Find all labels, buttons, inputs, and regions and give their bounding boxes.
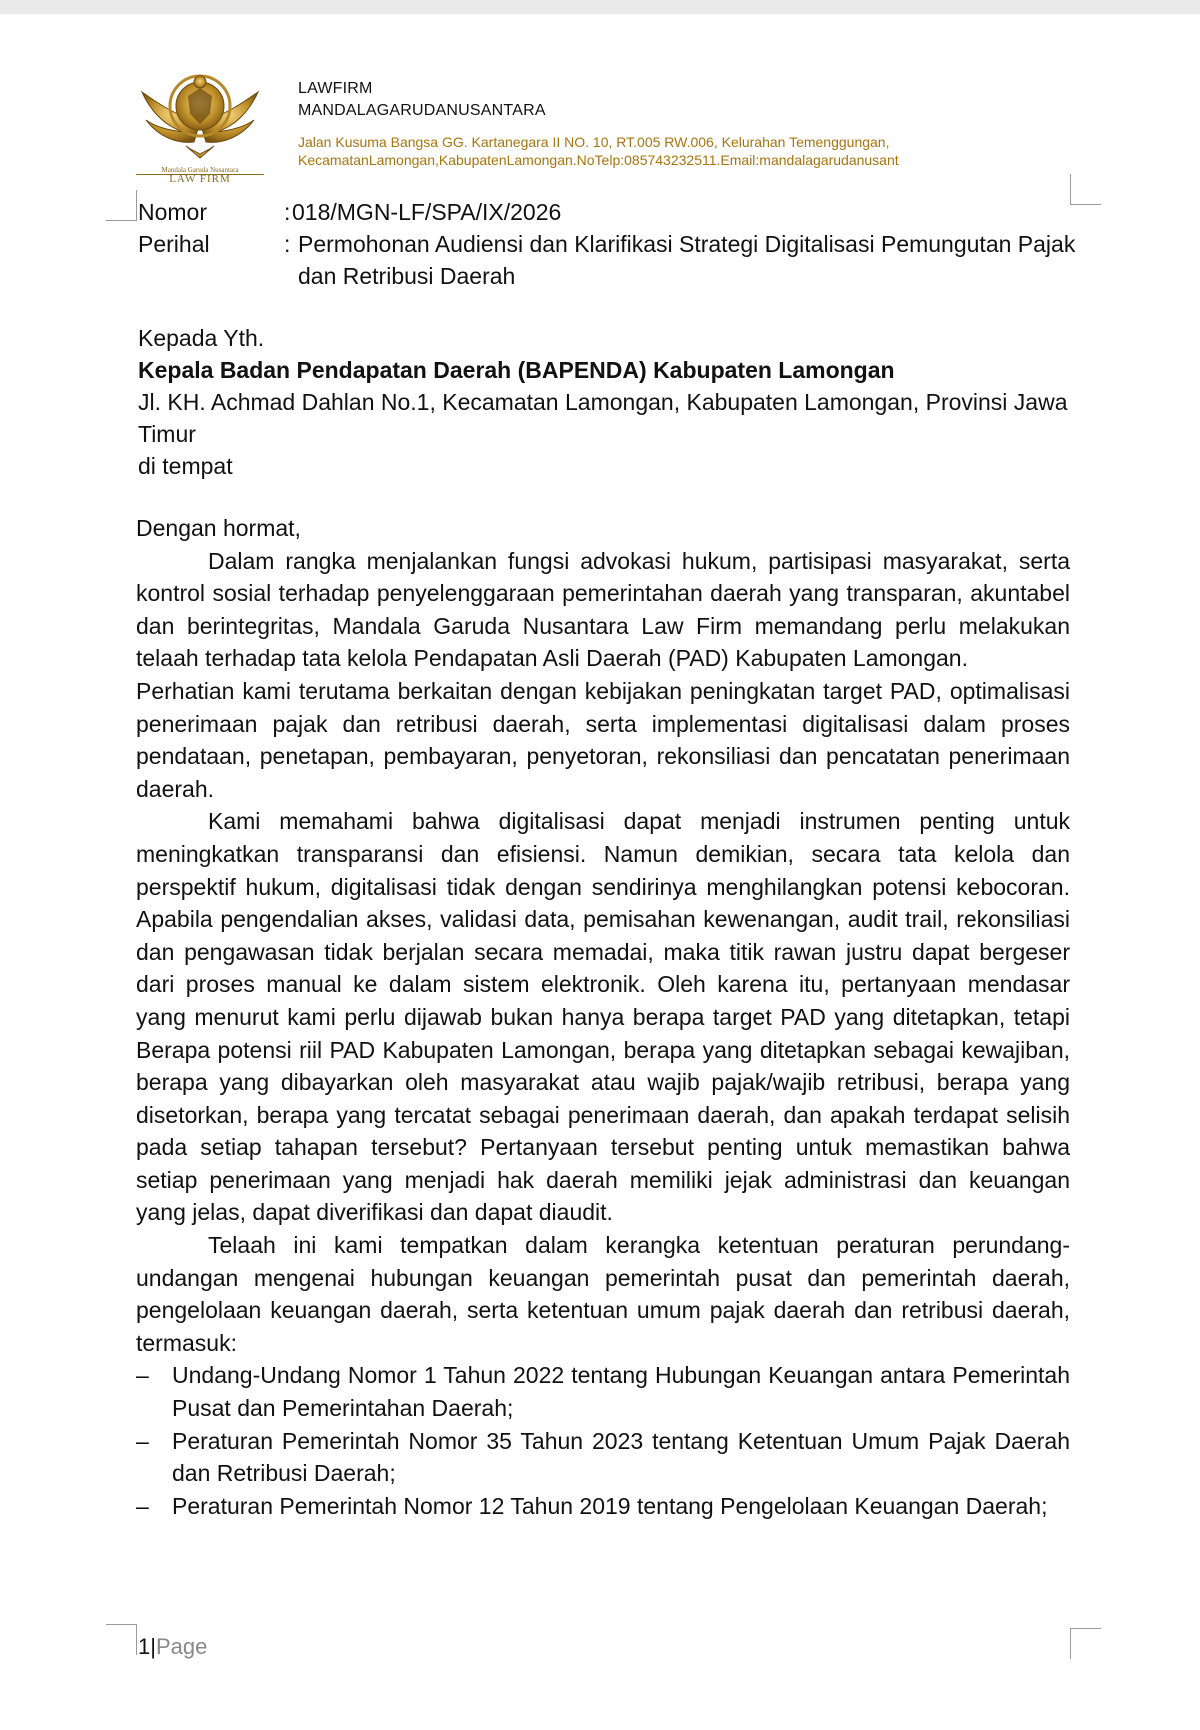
firm-type: LAWFIRM (298, 80, 373, 97)
law-list-item (136, 1425, 1070, 1490)
paragraph-4: Telaah ini kami tempatkan dalam kerangka ketentuan peraturan perundang-undangan mengenai hubungan keuangan pemerintah pusat dan pemerintah daerah, pengelolaan keuangan daerah, serta ketentuan umum pajak daerah dan retribusi daerah, termasuk: (136, 1232, 1070, 1356)
document-page (0, 14, 1200, 1730)
perihal-value: Permohonan Audiensi dan Klarifikasi Strategi Digitalisasi Pemungutan Pajak dan Retribusi Daerah (298, 231, 1076, 289)
law-list-item (136, 1359, 1070, 1424)
perihal-row (138, 228, 1078, 292)
firm-address-line1: Jalan Kusuma Bangsa GG. Kartanegara II NO. 10, RT.005 RW.006, Kelurahan Temenggungan, (298, 134, 890, 150)
recipient-name: Kepala Badan Pendapatan Daerah (BAPENDA) Kabupaten Lamongan (138, 357, 895, 383)
garuda-emblem-icon (136, 66, 264, 184)
dash-bullet: – (136, 1427, 149, 1454)
law-item-text: Peraturan Pemerintah Nomor 12 Tahun 2019 tentang Pengelolaan Keuangan Daerah; (172, 1492, 1048, 1519)
crop-mark-top-left (106, 190, 137, 221)
firm-address-line2: KecamatanLamongan,KabupatenLamongan.NoTelp:085743232511.Email:mandalagarudanusant (298, 152, 899, 168)
logo-firm-text: LAW FIRM (136, 174, 264, 183)
paragraph-2: Perhatian kami terutama berkaitan dengan kebijakan peningkatan target PAD, optimalisasi penerimaan pajak dan retribusi daerah, serta implementasi digitalisasi dalam proses pendataan, penetapan, pembayaran, penyetoran, rekonsiliasi dan pencatatan penerimaan daerah. (136, 677, 1070, 802)
page-footer (138, 1634, 207, 1660)
paragraph-3: Kami memahami bahwa digitalisasi dapat menjadi instrumen penting untuk meningkatkan transparansi dan efisiensi. Namun demikian, secara tata kelola dan perspektif hukum, digitalisasi tidak dengan sendirinya menghilangkan potensi kebocoran. Apabila pengendalian akses, validasi data, pemisahan kewenangan, audit trail, rekonsiliasi dan pengawasan tidak berjalan secara memadai, maka titik rawan justru dapat bergeser dari proses manual ke dalam sistem elektronik. Oleh karena itu, pertanyaan mendasar yang menurut kami perlu dijawab bukan hanya berapa target PAD yang ditetapkan, tetapi Berapa potensi riil PAD Kabupaten Lamongan, berapa yang ditetapkan sebagai kewajiban, berapa yang dibayarkan oleh masyarakat atau wajib pajak/wajib retribusi, berapa yang disetorkan, berapa yang tercatat sebagai penerimaan daerah, dan apakah terdapat selisih pada setiap tahapan tersebut? Pertanyaan tersebut penting untuk memastikan bahwa setiap penerimaan yang menjadi hak daerah memiliki jejak administrasi dan keuangan yang jelas, dapat diverifikasi dan dapat diaudit. (136, 808, 1070, 1226)
crop-mark-bottom-right (1070, 1628, 1101, 1659)
perihal-label: Perihal (138, 231, 210, 257)
perihal-colon: : (284, 231, 291, 257)
law-list-item (136, 1490, 1070, 1523)
nomor-colon: : (284, 199, 291, 225)
paragraph-1: Dalam rangka menjalankan fungsi advokasi hukum, partisipasi masyarakat, serta kontrol sosial terhadap penyelenggaraan pemerintahan daerah yang transparan, akuntabel dan berintegritas, Mandala Garuda Nusantara Law Firm memandang perlu melakukan telaah terhadap tata kelola Pendapatan Asli Daerah (PAD) Kabupaten Lamongan. (136, 547, 1070, 672)
dash-bullet: – (136, 1492, 149, 1519)
law-list (136, 1359, 1070, 1522)
firm-name: MANDALAGARUDANUSANTARA (298, 102, 546, 119)
nomor-value: 018/MGN-LF/SPA/IX/2026 (292, 199, 562, 225)
nomor-label: Nomor (138, 199, 208, 225)
page-separator: | (150, 1634, 156, 1659)
logo-caption (136, 166, 264, 183)
letter-body (136, 512, 1070, 1522)
logo-caption-text: Mandala Garuda Nusantara (161, 166, 239, 174)
law-item-text: Undang-Undang Nomor 1 Tahun 2022 tentang Hubungan Keuangan antara Pemerintah Pusat dan Pemerintahan Daerah; (172, 1362, 1070, 1422)
recipient-address: Jl. KH. Achmad Dahlan No.1, Kecamatan Lamongan, Kabupaten Lamongan, Provinsi Jawa Timur (138, 389, 1068, 447)
law-item-text: Peraturan Pemerintah Nomor 35 Tahun 2023 tentang Ketentuan Umum Pajak Daerah dan Retribusi Daerah; (172, 1427, 1070, 1487)
recipient-place: di tempat (138, 453, 233, 479)
page-number: 1 (138, 1634, 151, 1659)
dash-bullet: – (136, 1362, 149, 1389)
crop-mark-bottom-left (106, 1624, 137, 1655)
nomor-row (138, 196, 1078, 228)
recipient-block (138, 322, 1078, 482)
recipient-salutation: Kepada Yth. (138, 325, 265, 351)
greeting: Dengan hormat, (136, 515, 301, 541)
page-label: Page (155, 1634, 208, 1659)
